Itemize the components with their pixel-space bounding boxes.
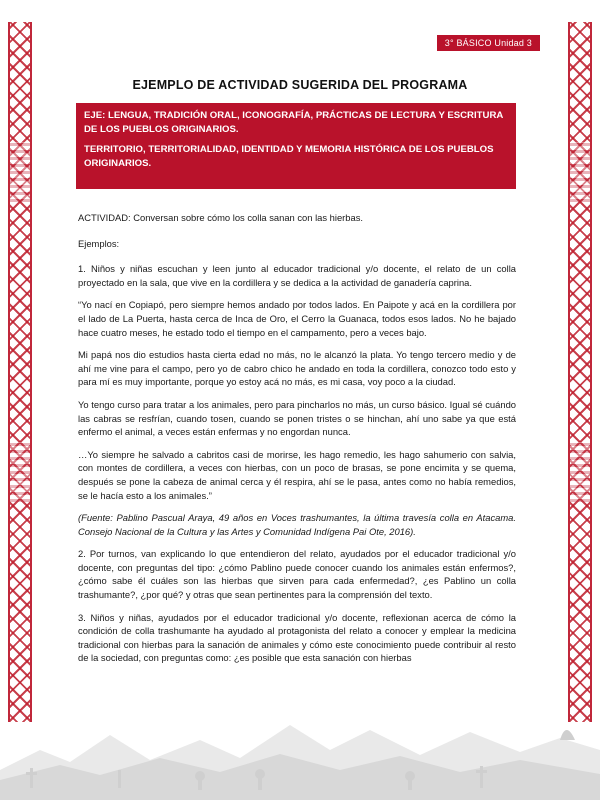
eje-line: EJE: LENGUA, TRADICIÓN ORAL, ICONOGRAFÍA, PRÁCTICAS DE LECTURA Y ESCRITURA DE LOS PUEBLOS ORIGINARIOS. <box>84 110 503 135</box>
paragraph-1: 1. Niños y niñas escuchan y leen junto al educador tradicional y/o docente, el relato de un colla proyectado en la sala, que vive en la cordillera y se dedica a la actividad de ganadería caprina. <box>78 263 516 288</box>
ejemplos-label: Ejemplos: <box>78 237 120 249</box>
actividad-line: ACTIVIDAD: Conversan sobre cómo los colla sanan con las hierbas. <box>78 212 364 223</box>
axis-box <box>76 103 516 189</box>
quote-paragraph-4: …Yo siempre he salvado a cabritos casi de morirse, les hago remedio, les hago sahumerio con salvia, con montes de cordillera, a veces con hierbas, con un poco de brasas, se pone encimita y se quema, después se pone la cabeza de animal cerca y él respira, ahí se le pasa, antes como no había remedios, se le hacía esto a los animales.” <box>78 448 516 501</box>
quote-paragraph-1: “Yo nací en Copiapó, pero siempre hemos andado por todos lados. En Paipote y acá en la cordillera por el lado de La Puerta, hasta cerca de Inca de Oro, el Cerro la Guanaca, todos esos lados. No he bajado hace cuatro meses, he estado todo el tiempo en el campamento, pero a veces bajo. <box>78 299 516 338</box>
right-decorative-border <box>568 22 592 722</box>
quote-paragraph-2: Mi papá nos dio estudios hasta cierta edad no más, no le alcanzó la plata. Yo tengo tercero medio y de ahí me vine para el campo, pero yo de cabro chico he andado en toda la cordillera, conozco todo esto y para mí es muy importante, porque yo estoy acá no más, es mi casa, voy poco a la ciudad. <box>78 349 516 388</box>
unit-tab: 3° BÁSICO Unidad 3 <box>437 35 540 51</box>
paragraph-3: 3. Niños y niñas, ayudados por el educador tradicional y/o docente, reflexionan acerca de cómo la condición de colla trashumante ha ayudado al protagonista del relato a conocer y emplear la medicina tradicional con hierbas para la sanación de animales y cómo este conocimiento puede contribuir al resto de la sociedad, con preguntas como: ¿es posible que esta sanación con hierbas <box>78 611 516 664</box>
territorio-line: TERRITORIO, TERRITORIALIDAD, IDENTIDAD Y MEMORIA HISTÓRICA DE LOS PUEBLOS ORIGINARIOS. <box>84 144 494 169</box>
landscape-footer-illustration <box>0 680 600 800</box>
left-decorative-border <box>8 22 32 722</box>
paragraph-2: 2. Por turnos, van explicando lo que entendieron del relato, ayudados por el educador tradicional y/o docente, con preguntas del tipo: ¿cómo Pablino puede conocer cuando los animales están enfermos?, ¿cómo sabe él cuáles son las hierbas que sirven para cada enfermedad?, ¿es Pablino un colla trashumante?, ¿por qué? y otras que sean pertinentes para la comprensión del texto. <box>78 548 516 601</box>
quote-paragraph-3: Yo tengo curso para tratar a los animales, pero para pincharlos no más, un curso básico. Igual sé cuándo las cabras se resfrían, cuando tosen, cuando se ponen tristes o se hinchan, ahí uno sabe ya que está enfermo el animal, a veces están enfermas y no engordan nunca. <box>78 398 516 438</box>
source-citation: (Fuente: Pablino Pascual Araya, 49 años en Voces trashumantes, la última travesía colla en Atacama. Consejo Nacional de la Cultura y las Artes y Comunidad Indígena Pai Ote, 2016). <box>78 512 516 537</box>
activity-content <box>78 211 516 674</box>
page-title: EJEMPLO DE ACTIVIDAD SUGERIDA DEL PROGRAMA <box>132 78 468 92</box>
